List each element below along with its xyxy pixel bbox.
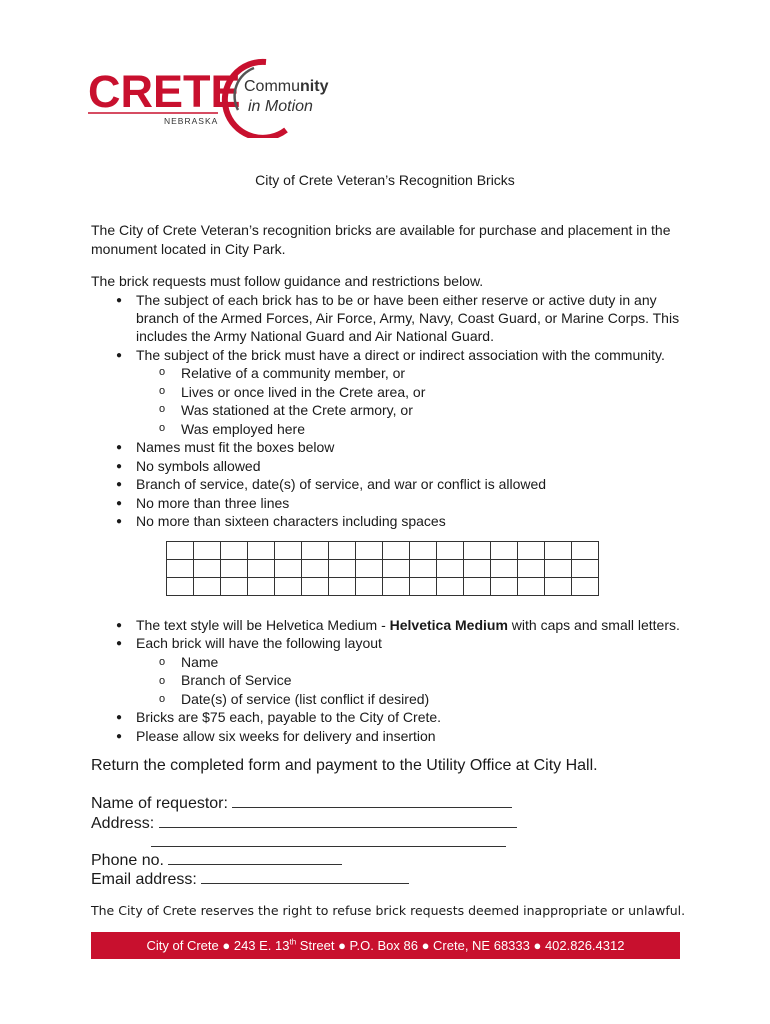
address-label: Address: [91, 815, 159, 832]
intro-paragraph: The City of Crete Veteran’s recognition bricks are available for purchase and placement in the monument located in City Park. [91, 222, 671, 257]
email-field [91, 868, 409, 889]
guidance-lead: The brick requests must follow guidance and restrictions below. [91, 273, 484, 289]
grid-cell[interactable] [302, 578, 329, 596]
grid-cell[interactable] [221, 560, 248, 578]
grid-cell[interactable] [518, 542, 545, 560]
rule-item: No symbols allowed [136, 458, 261, 474]
grid-cell[interactable] [410, 542, 437, 560]
sub-bullet: o [159, 403, 166, 415]
bullet: ● [116, 442, 123, 453]
bullet: ● [116, 295, 123, 306]
sub-bullet: o [159, 422, 166, 434]
grid-cell[interactable] [383, 560, 410, 578]
bullet: ● [116, 498, 123, 509]
sub-bullet: o [159, 366, 166, 378]
grid-cell[interactable] [329, 542, 356, 560]
grid-cell[interactable] [302, 542, 329, 560]
grid-cell[interactable] [410, 578, 437, 596]
association-item: Was stationed at the Crete armory, or [181, 402, 413, 418]
sub-bullet: o [159, 385, 166, 397]
grid-cell[interactable] [518, 578, 545, 596]
phone-input-line[interactable] [168, 849, 342, 865]
grid-row [167, 542, 599, 560]
name-input-line[interactable] [232, 792, 512, 808]
grid-cell[interactable] [545, 542, 572, 560]
document-title: City of Crete Veteran’s Recognition Bricks [255, 172, 515, 188]
text-style-note: The text style will be Helvetica Medium - Helvetica Medium with caps and small letters. [136, 617, 680, 633]
price-note: Bricks are $75 each, payable to the City of Crete. [136, 709, 442, 725]
grid-cell[interactable] [275, 542, 302, 560]
requirement-service-line-1: The subject of each brick has to be or have been either reserve or active duty in any [136, 292, 657, 308]
bullet: ● [116, 461, 123, 472]
disclaimer: The City of Crete reserves the right to refuse brick requests deemed inappropriate or unlawful. [91, 903, 686, 918]
sub-bullet: o [159, 693, 166, 705]
bullet: ● [116, 731, 123, 742]
footer-contact-bar: City of Crete ● 243 E. 13th Street ● P.O. Box 86 ● Crete, NE 68333 ● 402.826.4312 [91, 932, 680, 959]
grid-row [167, 578, 599, 596]
grid-cell[interactable] [248, 542, 275, 560]
grid-cell[interactable] [221, 542, 248, 560]
rule-item: Branch of service, date(s) of service, and war or conflict is allowed [136, 476, 547, 492]
requirement-association: The subject of the brick must have a direct or indirect association with the community. [136, 347, 665, 363]
bullet: ● [116, 516, 123, 527]
city-logo [88, 58, 348, 138]
bullet: ● [116, 712, 123, 723]
grid-cell[interactable] [491, 578, 518, 596]
grid-cell[interactable] [356, 542, 383, 560]
bullet: ● [116, 479, 123, 490]
font-name-bold: Helvetica Medium [389, 617, 508, 633]
grid-cell[interactable] [194, 560, 221, 578]
association-item: Lives or once lived in the Crete area, or [181, 384, 426, 400]
grid-cell[interactable] [194, 578, 221, 596]
grid-cell[interactable] [167, 578, 194, 596]
grid-cell[interactable] [302, 560, 329, 578]
grid-cell[interactable] [437, 578, 464, 596]
requirement-service-line-2: branch of the Armed Forces, Air Force, Army, Navy, Coast Guard, or Marine Corps. This [136, 310, 680, 326]
logo-tagline-top: Community [244, 78, 329, 95]
rule-item: No more than three lines [136, 495, 290, 511]
email-input-line[interactable] [201, 868, 409, 884]
logo-wordmark: CRETE [88, 66, 241, 117]
grid-cell[interactable] [545, 560, 572, 578]
grid-cell[interactable] [194, 542, 221, 560]
phone-label: Phone no. [91, 852, 169, 869]
grid-cell[interactable] [464, 542, 491, 560]
rule-item: No more than sixteen characters including spaces [136, 513, 446, 529]
sub-bullet: o [159, 656, 166, 668]
bullet: ● [116, 620, 123, 631]
grid-cell[interactable] [518, 560, 545, 578]
grid-cell[interactable] [491, 542, 518, 560]
layout-intro: Each brick will have the following layout [136, 635, 382, 651]
grid-cell[interactable] [491, 560, 518, 578]
layout-item: Name [181, 654, 219, 670]
grid-cell[interactable] [572, 542, 599, 560]
brick-character-grid[interactable] [166, 541, 599, 596]
grid-cell[interactable] [383, 542, 410, 560]
email-label: Email address: [91, 871, 202, 888]
grid-cell[interactable] [248, 560, 275, 578]
grid-cell[interactable] [167, 542, 194, 560]
grid-row [167, 560, 599, 578]
grid-cell[interactable] [248, 578, 275, 596]
return-instructions: Return the completed form and payment to the Utility Office at City Hall. [91, 757, 598, 774]
grid-cell[interactable] [572, 560, 599, 578]
name-field [91, 792, 512, 813]
logo-tagline-bottom: in Motion [248, 98, 313, 115]
association-item: Was employed here [181, 421, 305, 437]
bullet: ● [116, 638, 123, 649]
layout-item: Branch of Service [181, 672, 292, 688]
bullet: ● [116, 350, 123, 361]
address-input-line[interactable] [159, 812, 517, 828]
layout-item: Date(s) of service (list conflict if desired) [181, 691, 430, 707]
grid-cell[interactable] [437, 560, 464, 578]
grid-cell[interactable] [572, 578, 599, 596]
rule-item: Names must fit the boxes below [136, 439, 335, 455]
grid-cell[interactable] [356, 578, 383, 596]
grid-cell[interactable] [329, 578, 356, 596]
grid-cell[interactable] [356, 560, 383, 578]
grid-cell[interactable] [383, 578, 410, 596]
sub-bullet: o [159, 675, 166, 687]
grid-cell[interactable] [464, 560, 491, 578]
phone-field [91, 849, 342, 870]
grid-cell[interactable] [275, 578, 302, 596]
grid-cell[interactable] [545, 578, 572, 596]
grid-cell[interactable] [275, 560, 302, 578]
requirement-service-line-3: includes the Army National Guard and Air National Guard. [136, 328, 494, 344]
grid-cell[interactable] [221, 578, 248, 596]
grid-cell[interactable] [167, 560, 194, 578]
delivery-note: Please allow six weeks for delivery and insertion [136, 728, 436, 744]
grid-cell[interactable] [464, 578, 491, 596]
grid-cell[interactable] [410, 560, 437, 578]
address-field [91, 812, 517, 833]
logo-state: NEBRASKA [164, 116, 219, 126]
grid-cell[interactable] [329, 560, 356, 578]
name-label: Name of requestor: [91, 795, 233, 812]
logo-graphic [88, 58, 348, 138]
address-input-line-2[interactable] [151, 831, 506, 847]
grid-cell[interactable] [437, 542, 464, 560]
association-item: Relative of a community member, or [181, 365, 406, 381]
